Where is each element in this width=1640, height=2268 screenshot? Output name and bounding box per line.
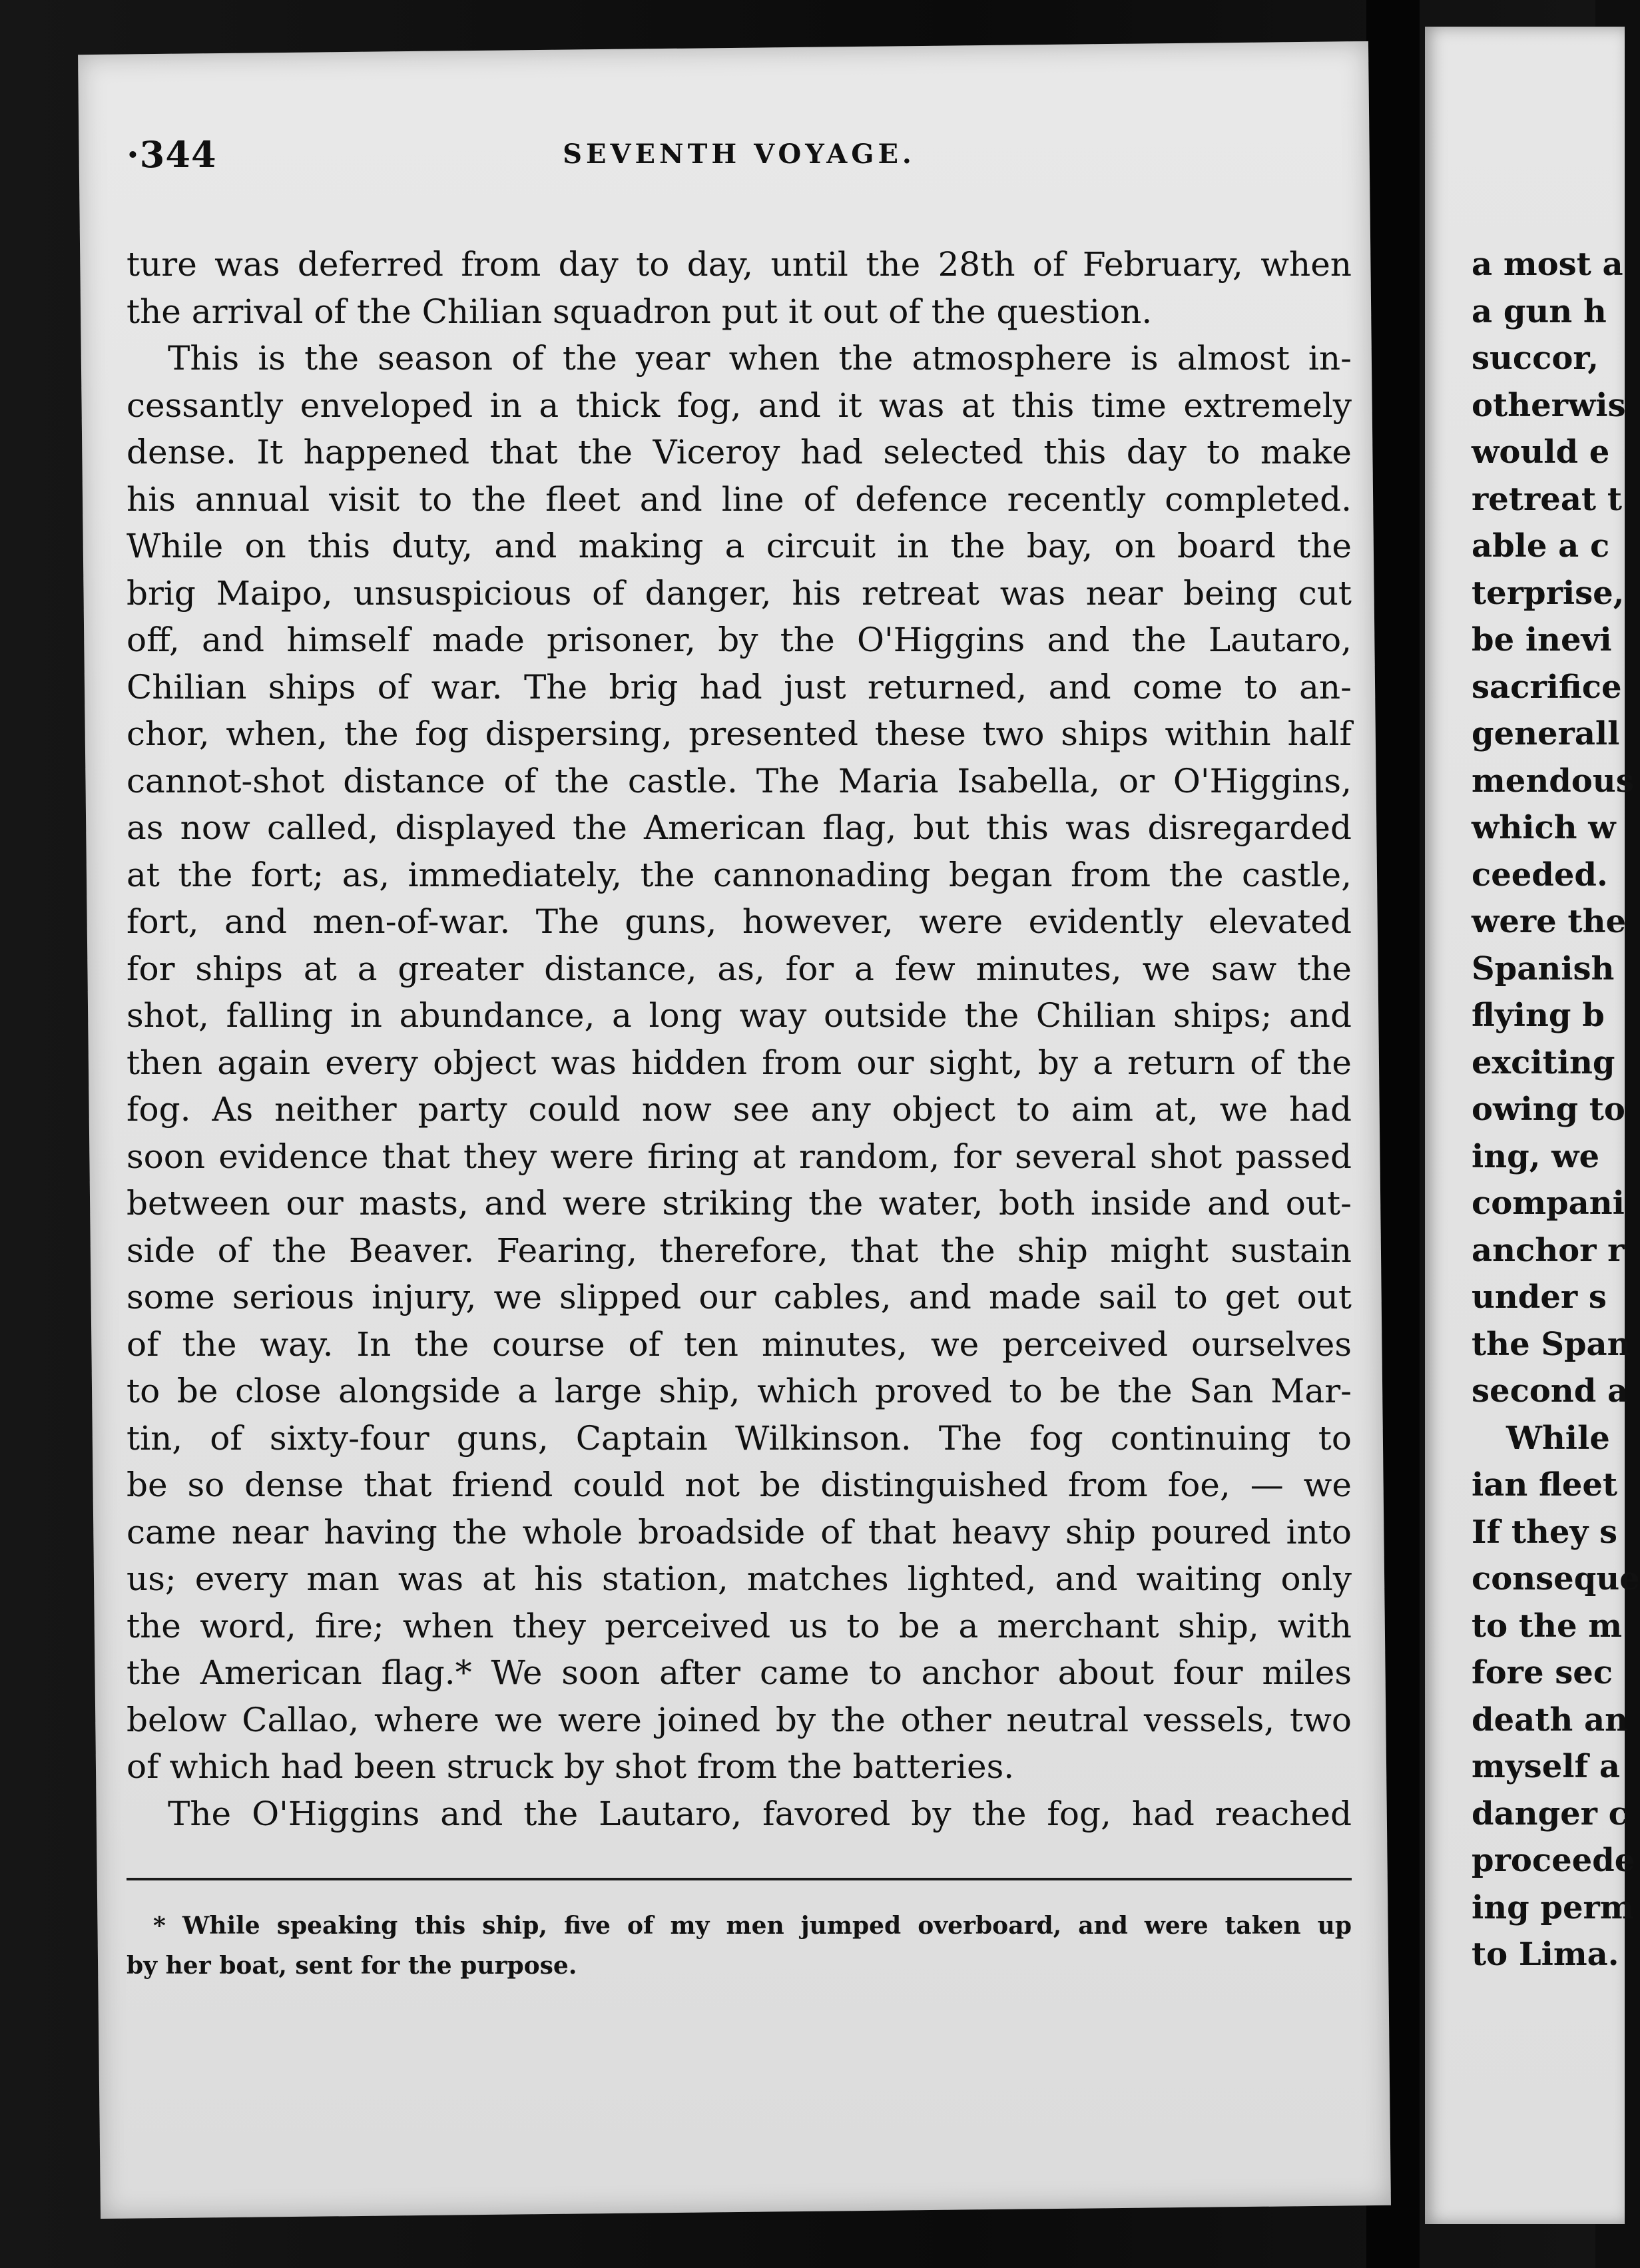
right-page-line: compani — [1472, 1185, 1625, 1222]
right-page-line: were the — [1472, 903, 1627, 940]
text-line: for ships at a greater distance, as, for a few minutes, we saw the — [127, 949, 1352, 988]
right-page-line: be inevi — [1472, 621, 1612, 659]
right-page-line: anchor r — [1472, 1231, 1625, 1269]
right-page-line: ian fleet — [1472, 1466, 1618, 1504]
text-line: cessantly enveloped in a thick fog, and it was at this time extremely — [127, 386, 1352, 425]
footnote — [127, 1906, 1352, 1986]
right-page-line: the Span — [1472, 1325, 1631, 1363]
page-header — [127, 133, 1352, 186]
right-page-line: flying b — [1472, 997, 1605, 1034]
right-page-line: danger c — [1472, 1795, 1628, 1833]
right-page-line: succor, — [1472, 340, 1599, 377]
text-line: The O'Higgins and the Lautaro, favored by the fog, had reached — [168, 1794, 1352, 1833]
running-head: SEVENTH VOYAGE. — [563, 139, 916, 170]
right-page-line: conseque — [1472, 1560, 1640, 1597]
right-page-line: retreat t — [1472, 480, 1622, 518]
right-page-text — [1472, 241, 1640, 1978]
right-page-line: If they s — [1472, 1513, 1618, 1551]
right-page-line: second a — [1472, 1372, 1629, 1410]
text-line: be so dense that friend could not be distinguished from foe, — we — [127, 1466, 1352, 1504]
right-page-line: myself a — [1472, 1748, 1620, 1785]
text-line: dense. It happened that the Viceroy had selected this day to make — [127, 433, 1352, 471]
text-line: the American flag.* We soon after came to anchor about four miles — [127, 1653, 1352, 1692]
text-line: as now called, displayed the American flag, but this was disregarded — [127, 808, 1352, 847]
text-line: the word, fire; when they perceived us to be a merchant ship, with — [127, 1606, 1352, 1645]
text-line: cannot-shot distance of the castle. The Maria Isabella, or O'Higgins, — [127, 761, 1352, 800]
text-line: us; every man was at his station, matches lighted, and waiting only — [127, 1559, 1352, 1598]
right-page-line: sacrifice — [1472, 668, 1622, 706]
text-line: the arrival of the Chilian squadron put it out of the question. — [127, 292, 1153, 331]
text-line: to be close alongside a large ship, which proved to be the San Mar- — [127, 1372, 1352, 1410]
right-page-line: exciting — [1472, 1043, 1615, 1081]
right-page-line: fore sec — [1472, 1654, 1613, 1691]
text-line: brig Maipo, unsuspicious of danger, his retreat was near being cut — [127, 573, 1352, 613]
page-number: ·344 — [127, 133, 217, 176]
right-page-line: otherwis — [1472, 386, 1626, 424]
text-line: fort, and men-of-war. The guns, however, were evidently elevated — [127, 902, 1352, 941]
text-line: shot, falling in abundance, a long way outside the Chilian ships; and — [127, 996, 1352, 1035]
footnote-line: * While speaking this ship, five of my men jumped overboard, and were taken up — [153, 1912, 1352, 1940]
right-page-line: ing, we — [1472, 1137, 1599, 1175]
text-line: came near having the whole broadside of that heavy ship poured into — [127, 1512, 1352, 1552]
right-page-line: mendous — [1472, 762, 1634, 800]
text-line: off, and himself made prisoner, by the O'Higgins and the Lautaro, — [127, 621, 1352, 659]
right-page-line: would e — [1472, 433, 1610, 471]
text-line: This is the season of the year when the atmosphere is almost in- — [168, 339, 1352, 378]
right-page-line: Spanish — [1472, 950, 1615, 988]
footnote-rule — [127, 1878, 1352, 1880]
right-page-line: which w — [1472, 809, 1616, 846]
right-page-line: generall — [1472, 715, 1620, 752]
right-page-line: owing to — [1472, 1091, 1625, 1128]
text-line: then again every object was hidden from our sight, by a return of the — [127, 1043, 1352, 1082]
footnote-line: by her boat, sent for the purpose. — [127, 1952, 577, 1980]
text-line: soon evidence that they were firing at random, for several shot passed — [127, 1137, 1352, 1176]
text-line: chor, when, the fog dispersing, presented these two ships within half — [127, 714, 1352, 753]
text-line: While on this duty, and making a circuit in the bay, on board the — [127, 527, 1352, 565]
right-page-line: under s — [1472, 1278, 1607, 1316]
text-line: fog. As neither party could now see any object to aim at, we had — [127, 1090, 1352, 1129]
right-page-line: able a c — [1472, 527, 1610, 565]
right-page-line: a most a — [1472, 246, 1623, 283]
right-page-line: terprise, — [1472, 574, 1625, 612]
text-line: some serious injury, we slipped our cables, and made sail to get out — [127, 1278, 1352, 1316]
text-line: side of the Beaver. Fearing, therefore, that the ship might sustain — [127, 1231, 1352, 1270]
right-page-line: proceede — [1472, 1842, 1635, 1879]
text-line: Chilian ships of war. The brig had just returned, and come to an- — [127, 667, 1352, 707]
text-line: tin, of sixty-four guns, Captain Wilkinson. The fog continuing to — [127, 1418, 1352, 1458]
right-page-line: death an — [1472, 1701, 1628, 1739]
right-page-line: a gun h — [1472, 292, 1607, 330]
text-line: ture was deferred from day to day, until the 28th of February, when — [127, 245, 1352, 284]
right-page-line: While — [1506, 1419, 1610, 1457]
text-line: his annual visit to the fleet and line of defence recently completed. — [127, 479, 1352, 519]
text-line: of which had been struck by shot from the batteries. — [127, 1747, 1015, 1786]
right-page-line: to the m — [1472, 1607, 1623, 1645]
text-line: of the way. In the course of ten minutes, we perceived ourselves — [127, 1324, 1352, 1364]
right-page-line: ing perm — [1472, 1888, 1634, 1926]
right-page-line: to Lima. — [1472, 1936, 1619, 1973]
text-line: at the fort; as, immediately, the cannonading began from the castle, — [127, 855, 1352, 894]
text-line: between our masts, and were striking the water, both inside and out- — [127, 1184, 1352, 1223]
right-page-line: ceeded. — [1472, 856, 1608, 894]
body-text — [127, 241, 1352, 1837]
text-line: below Callao, where we were joined by the other neutral vessels, two — [127, 1700, 1352, 1739]
